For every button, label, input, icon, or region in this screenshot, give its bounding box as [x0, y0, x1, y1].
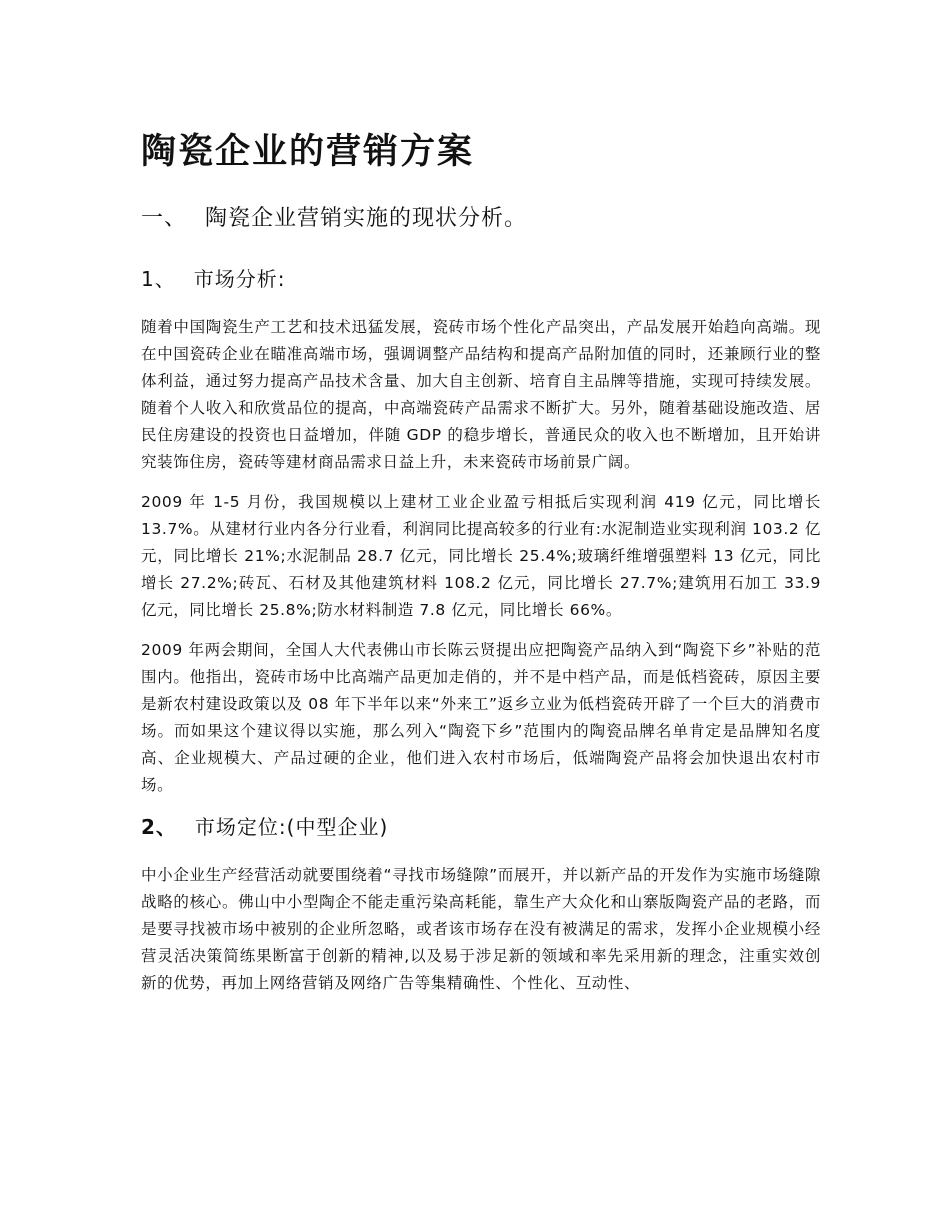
paragraph-market-positioning: 中小企业生产经营活动就要围绕着“寻找市场缝隙”而展开，并以新产品的开发作为实施市场缝隙战略的核心。佛山中小型陶企不能走重污染高耗能，靠生产大众化和山寨版陶瓷产品的老路，而是要寻找被市场中被别的企业所忽略，或者该市场存在没有被满足的需求，发挥小企业规模小经营灵活决策简练果断富于创新的精神,以及易于涉足新的领域和率先采用新的理念，注重实效创新的优势，再加上网络营销及网络广告等集精确性、个性化、互动性、 — [141, 866, 821, 992]
subsection-number: 2、 — [141, 815, 177, 839]
paragraph-market-trend: 随着中国陶瓷生产工艺和技术迅猛发展，瓷砖市场个性化产品突出，产品发展开始趋向高端。现在中国瓷砖企业在瞄准高端市场，强调调整产品结构和提高产品附加值的同时，还兼顾行业的整体利益，通过努力提高产品技术含量、加大自主创新、培育自主品牌等措施，实现可持续发展。随着个人收入和欣赏品位的提高，中高端瓷砖产品需求不断扩大。另外，随着基础设施改造、居民住房建设的投资也日益增加，伴随 GDP 的稳步增长，普通民众的收入也不断增加，且开始讲究装饰住房，瓷砖等建材商品需求日益上升，未来瓷砖市场前景广阔。 — [141, 318, 821, 471]
subsection-heading-2 — [141, 812, 821, 842]
document-title: 陶瓷企业的营销方案 — [141, 132, 475, 172]
section-heading-1 — [141, 204, 821, 234]
section-number: 一、 — [141, 206, 188, 231]
subsection-heading-1 — [141, 264, 821, 294]
paragraph-ceramics-to-countryside: 2009 年两会期间，全国人大代表佛山市长陈云贤提出应把陶瓷产品纳入到“陶瓷下乡”补贴的范围内。他指出，瓷砖市场中比高端产品更加走俏的，并不是中档产品，而是低档瓷砖，原因主要是新农村建设政策以及 08 年下半年以来“外来工”返乡立业为低档瓷砖开辟了一个巨大的消费市场。而如果这个建议得以实施，那么列入“陶瓷下乡”范围内的陶瓷品牌名单肯定是品牌知名度高、企业规模大、产品过硬的企业，他们进入农村市场后，低端陶瓷产品将会加快退出农村市场。 — [141, 641, 821, 794]
subsection-number: 1、 — [141, 267, 176, 291]
subsection-heading-text: 市场定位:(中型企业) — [194, 815, 389, 839]
paragraph-profit-statistics: 2009 年 1-5 月份，我国规模以上建材工业企业盈亏相抵后实现利润 419 亿元，同比增长 13.7%。从建材行业内各分行业看，利润同比提高较多的行业有:水泥制造业实现利润 103.2 亿元，同比增长 21%;水泥制品 28.7 亿元，同比增长 25.4%;玻璃纤维增强塑料 13 亿元，同比增长 27.2%;砖瓦、石材及其他建筑材料 108.2 亿元，同比增长 27.7%;建筑用石加工 33.9 亿元，同比增长 25.8%;防水材料制造 7.8 亿元，同比增长 66%。 — [141, 493, 821, 619]
subsection-heading-text: 市场分析: — [193, 267, 286, 291]
section-heading-text: 陶瓷企业营销实施的现状分析。 — [205, 206, 528, 231]
document-page — [141, 128, 821, 1010]
